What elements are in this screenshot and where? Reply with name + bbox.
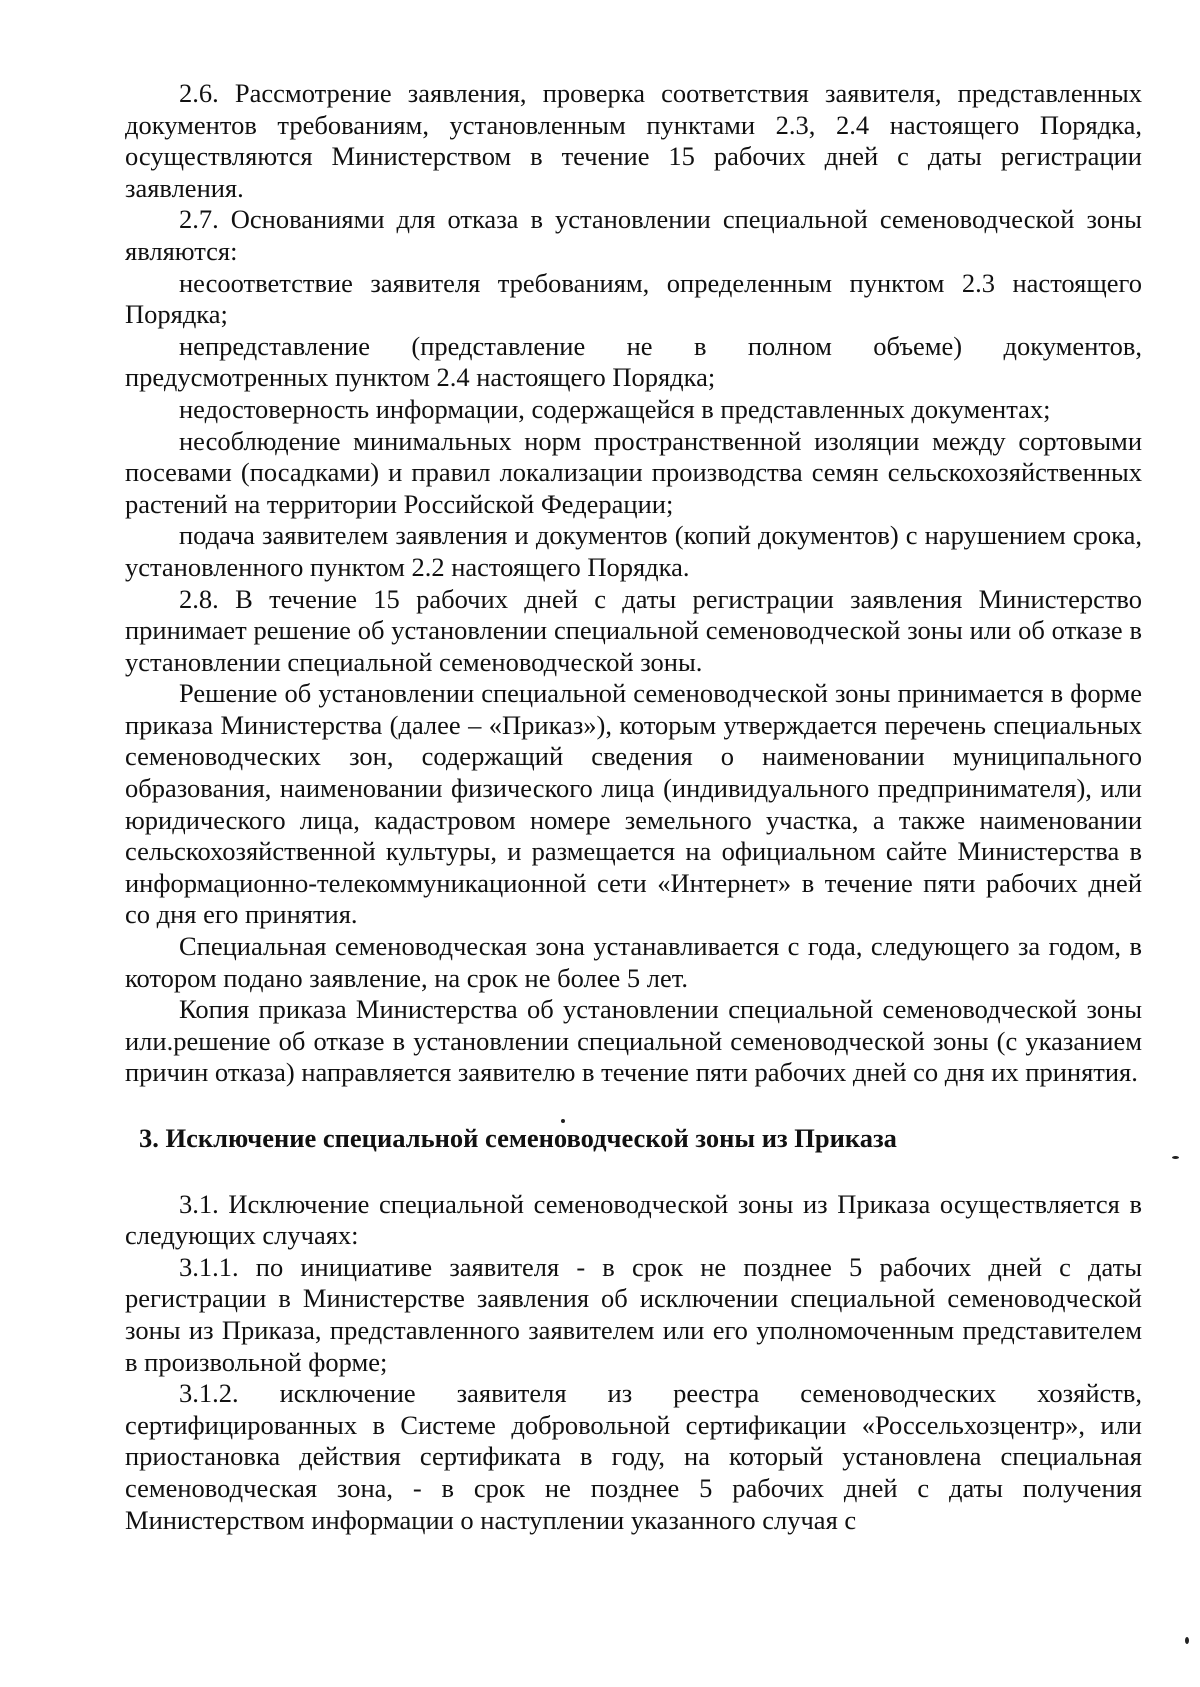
paragraph-3-1-1: 3.1.1. по инициативе заявителя - в срок не позднее 5 рабочих дней с даты регистрации в Министерстве заявления об исключении специальной семеноводческой зоны из Приказа, представленного заявителем или его уполномоченным представителем в произвольной форме;	[125, 1251, 1142, 1377]
paragraph-2-7: 2.7. Основаниями для отказа в установлении специальной семеноводческой зоны являются:	[125, 204, 1142, 266]
paragraph-2-7-item-1: несоответствие заявителя требованиям, определенным пунктом 2.3 настоящего Порядка;	[125, 267, 1142, 330]
scan-speck	[1185, 1637, 1189, 1644]
paragraph-2-7-item-3: недостоверность информации, содержащейся в представленных документах;	[179, 393, 1051, 424]
paragraph-2-6: 2.6. Рассмотрение заявления, проверка соответствия заявителя, представленных документов требованиям, установленным пунктами 2.3, 2.4 настоящего Порядка, осуществляются Министерством в течение 15 рабочих дней с даты регистрации заявления.	[125, 78, 1142, 203]
paragraph-2-8: 2.8. В течение 15 рабочих дней с даты регистрации заявления Министерство принимает решение об установлении специальной семеноводческой зоны или об отказе в установлении специальной семеноводческой зоны.	[125, 583, 1142, 677]
paragraph-2-8-copy: Копия приказа Министерства об установлении специальной семеноводческой зоны или.решение об отказе в установлении специальной семеноводческой зоны (с указанием причин отказа) направляется заявителю в течение пяти рабочих дней со дня их принятия.	[125, 994, 1142, 1088]
paragraph-2-8-term: Специальная семеноводческая зона устанавливается с года, следующего за годом, в котором подано заявление, на срок не более 5 лет.	[125, 931, 1142, 993]
document-body	[125, 78, 1142, 1536]
paragraph-3-1-2: 3.1.2. исключение заявителя из реестра семеноводческих хозяйств, сертифицированных в Системе добровольной сертификации «Россельхозцентр», или приостановка действия сертификата в году, на который установлена специальная семеноводческая зона, - в срок не позднее 5 рабочих дней с даты получения Министерством информации о наступлении указанного случая с	[125, 1378, 1142, 1535]
paragraph-2-8-decision: Решение об установлении специальной семеноводческой зоны принимается в форме приказа Министерства (далее – «Приказ»), которым утверждается перечень специальных семеноводческих зон, содержащий сведения о наименовании муниципального образования, наименовании физического лица (индивидуального предпринимателя), или юридического лица, кадастровом номере земельного участка, а также наименовании сельскохозяйственной культуры, и размещается на официальном сайте Министерства в информационно-телекоммуникационной сети «Интернет» в течение пяти рабочих дней со дня его принятия.	[125, 678, 1142, 930]
paragraph-2-7-item-5: подача заявителем заявления и документов (копий документов) с нарушением срока, установленного пунктом 2.2 настоящего Порядка.	[125, 520, 1142, 582]
paragraph-2-7-item-4: несоблюдение минимальных норм пространственной изоляции между сортовыми посевами (посадками) и правил локализации производства семян сельскохозяйственных растений на территории Российской Федерации;	[125, 425, 1142, 519]
paragraph-2-7-item-2: непредставление (представление не в полном объеме) документов, предусмотренных пунктом 2.4 настоящего Порядка;	[125, 330, 1142, 393]
scan-speck	[1172, 1156, 1179, 1159]
section-3-heading: 3. Исключение специальной семеноводческой зоны из Приказа	[139, 1123, 897, 1153]
paragraph-3-1: 3.1. Исключение специальной семеноводческой зоны из Приказа осуществляется в следующих случаях:	[125, 1188, 1142, 1251]
scan-speck	[561, 1119, 565, 1123]
